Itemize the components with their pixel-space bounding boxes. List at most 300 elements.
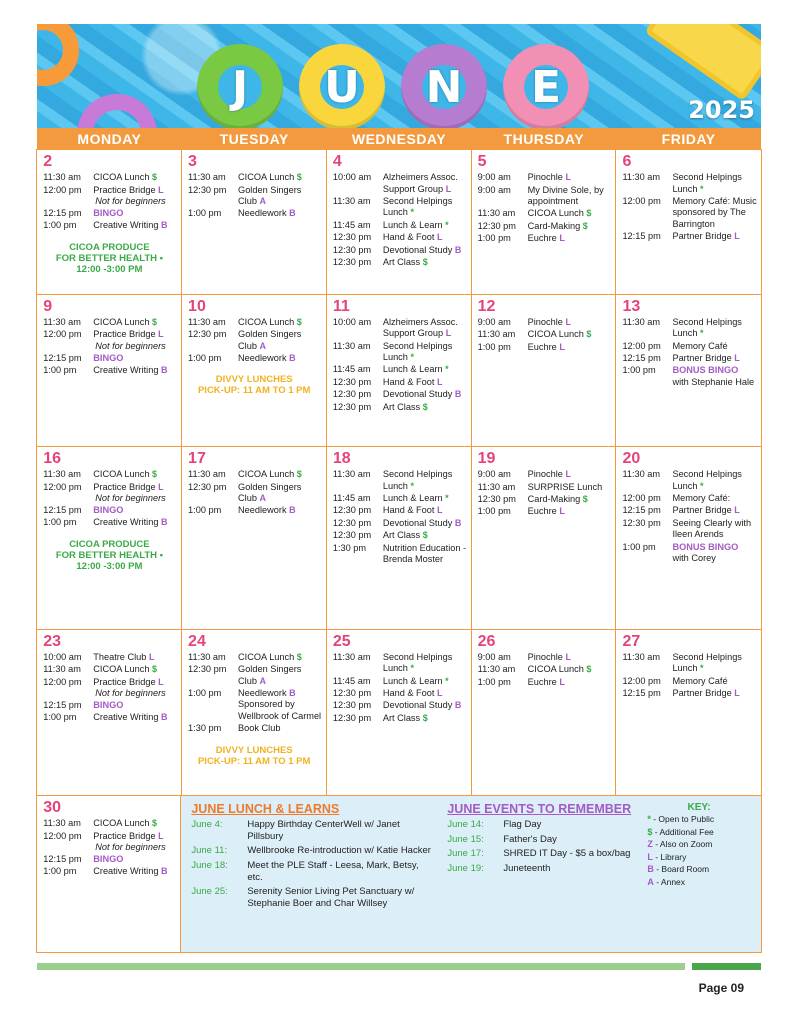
event-name: Devotional Study: [382, 389, 453, 400]
day-number: 10: [188, 297, 206, 315]
legend-marker: B: [289, 352, 296, 363]
event-item: [331, 172, 467, 195]
legend-marker: L: [559, 506, 565, 517]
event-subtitle: with Stephanie Hale: [672, 376, 755, 387]
item-text: Juneteenth: [503, 863, 551, 875]
event-time: 1:30 pm: [188, 723, 222, 734]
event-time: 11:30 am: [188, 651, 226, 662]
legend-marker: $: [647, 826, 653, 837]
event-name: Second Helpings Lunch: [672, 316, 742, 339]
legend-text: - Board Room: [653, 864, 710, 875]
legend-marker: *: [410, 207, 414, 218]
item-text: Serenity Senior Living Pet Sanctuary w/ Stephanie Boer and Char Willsey: [247, 886, 415, 909]
event-time: 12:30 pm: [332, 530, 372, 541]
legend-marker: $: [296, 651, 302, 662]
event-name: CICOA Lunch: [238, 172, 295, 183]
event-subtitle: with Corey: [672, 553, 716, 564]
event-time: 1:00 pm: [43, 220, 77, 231]
event-name: Needlework: [238, 687, 287, 698]
event-name: Euchre: [527, 341, 557, 352]
event-item: [620, 493, 756, 504]
divvy-lunch-notice: [186, 374, 322, 396]
event-time: 11:45 am: [332, 493, 371, 504]
event-item: [331, 402, 467, 413]
event-time: 1:00 pm: [477, 341, 511, 352]
event-note: Not for beginners: [95, 196, 166, 207]
legend-marker: $: [586, 329, 592, 340]
event-name: Card-Making: [527, 494, 581, 505]
day-number: 18: [332, 450, 351, 468]
event-item: [620, 317, 756, 340]
legend-marker: $: [422, 257, 428, 268]
legend-marker: L: [565, 316, 571, 327]
day-cell: [36, 795, 182, 953]
legend-marker: L: [559, 233, 565, 244]
event-time: 12:00 pm: [622, 493, 661, 504]
event-time: 1:00 pm: [477, 506, 511, 517]
week-row: [37, 796, 761, 953]
event-time: 11:30 am: [332, 651, 371, 662]
legend-marker: L: [437, 376, 443, 387]
event-item: [331, 713, 467, 724]
legend-marker: $: [152, 469, 158, 480]
legend-marker: L: [734, 687, 740, 698]
event-name: Practice Bridge: [93, 830, 156, 841]
event-name: Devotional Study: [382, 517, 453, 528]
legend-marker: *: [700, 328, 704, 339]
event-name: Creative Writing: [93, 364, 159, 375]
event-time: 9:00 am: [477, 651, 511, 662]
yellow-pool-float-icon: [645, 24, 761, 101]
event-time: 12:30 pm: [332, 244, 372, 255]
event-item: [331, 196, 467, 219]
event-item: [476, 221, 612, 232]
day-cell: [471, 446, 617, 630]
event-time: 12:15 pm: [43, 352, 82, 363]
event-name: Practice Bridge: [93, 481, 156, 492]
event-time: 12:30 pm: [332, 232, 372, 243]
day-cell: [181, 149, 327, 295]
event-item: [41, 317, 177, 328]
legend-marker: L: [158, 329, 164, 340]
event-time: 1:00 pm: [43, 712, 77, 723]
event-name: CICOA Lunch: [93, 469, 150, 480]
event-time: 1:00 pm: [188, 352, 222, 363]
legend-marker: L: [734, 505, 740, 516]
event-item: [331, 341, 467, 364]
event-name: Memory Café: [672, 675, 728, 686]
legend-marker: L: [158, 830, 164, 841]
event-time: 12:15 pm: [622, 231, 661, 242]
event-name: Partner Bridge: [672, 687, 732, 698]
event-time: 12:15 pm: [43, 505, 82, 516]
list-item: [191, 860, 435, 883]
event-time: 1:00 pm: [43, 517, 77, 528]
event-time: 12:30 pm: [332, 401, 372, 412]
event-name: Second Helpings Lunch: [382, 196, 453, 218]
day-cell: [615, 629, 761, 797]
event-item: [331, 676, 467, 687]
notice-line: PICK-UP: 11 AM TO 1 PM: [197, 385, 311, 397]
event-name: Pinochle: [527, 651, 563, 662]
notice-line: FOR BETTER HEALTH •: [55, 252, 163, 264]
event-item: [331, 389, 467, 400]
legend-marker: B: [161, 712, 168, 723]
day-number: 26: [477, 632, 496, 650]
event-name: Golden Singers Club: [238, 329, 302, 351]
section-title: JUNE EVENTS TO REMEMBER: [447, 802, 632, 817]
legend-marker: A: [259, 675, 267, 686]
legend-marker: B: [454, 517, 462, 528]
event-time: 11:30 am: [43, 172, 81, 183]
event-item: [186, 317, 322, 328]
event-item: [41, 854, 177, 865]
event-time: 12:30 pm: [332, 505, 372, 516]
legend-marker: *: [445, 364, 449, 375]
list-item: [447, 834, 647, 846]
event-name: Needlework: [238, 352, 287, 363]
event-item: [331, 543, 467, 566]
events-section: [447, 802, 647, 946]
legend-marker: L: [437, 505, 443, 516]
event-time: 12:00 pm: [43, 184, 82, 195]
event-item: [331, 317, 467, 340]
event-name: BINGO: [93, 699, 124, 710]
legend-marker: L: [734, 352, 740, 363]
day-number: 20: [622, 450, 641, 468]
legend-marker: *: [700, 480, 704, 491]
legend-text: - Library: [652, 851, 687, 862]
day-cell: [36, 149, 182, 295]
legend-text: - Open to Public: [650, 814, 715, 825]
event-time: 12:30 pm: [332, 376, 372, 387]
event-name: Card-Making: [527, 220, 581, 231]
event-item: [41, 353, 177, 364]
weekday-wednesday: WEDNESDAY: [351, 131, 447, 147]
event-name: CICOA Lunch: [93, 316, 150, 327]
week-row: [37, 447, 761, 630]
legend-marker: *: [700, 183, 704, 194]
event-item: [186, 723, 322, 734]
event-item: [186, 172, 322, 183]
month-letter: J: [218, 65, 262, 109]
event-item: [41, 517, 177, 528]
footer-bar-accent: [692, 963, 761, 970]
event-item: [186, 353, 322, 364]
month-letter-ring-1: [197, 44, 283, 128]
legend-text: - Additional Fee: [652, 826, 714, 837]
event-name: Memory Café: Music sponsored by The Barrington: [672, 196, 757, 229]
month-letter: E: [524, 65, 568, 109]
legend-marker: $: [586, 208, 592, 219]
event-item: [620, 652, 756, 675]
legend-item: [647, 813, 750, 826]
weekday-friday: FRIDAY: [661, 131, 716, 147]
day-number: 11: [332, 297, 350, 315]
event-name: Devotional Study: [382, 700, 453, 711]
event-time: 12:15 pm: [622, 505, 661, 516]
event-time: 11:30 am: [43, 316, 81, 327]
day-cell: [36, 446, 182, 630]
event-time: 11:30 am: [188, 469, 226, 480]
event-name: Art Class: [382, 712, 421, 723]
legend-marker: L: [437, 232, 443, 243]
day-cell: [181, 446, 327, 630]
item-date: June 11:: [191, 845, 228, 857]
event-time: 10:00 am: [332, 316, 372, 327]
event-item: [331, 469, 467, 492]
event-item: [41, 677, 177, 688]
notice-line: DIVVY LUNCHES: [215, 374, 293, 386]
legend-marker: B: [161, 364, 168, 375]
event-name: Creative Writing: [93, 220, 159, 231]
event-name: Creative Writing: [93, 712, 159, 723]
event-name: Golden Singers Club: [238, 184, 302, 207]
event-name: Hand & Foot: [382, 505, 435, 516]
day-number: 4: [332, 153, 342, 171]
event-item: [331, 688, 467, 699]
item-date: June 15:: [447, 833, 484, 845]
event-name: Seeing Clearly with Ileen Arends: [672, 517, 752, 540]
day-cell: [326, 446, 472, 630]
event-item: [331, 377, 467, 388]
event-item: [620, 231, 756, 242]
day-number: 13: [622, 297, 641, 315]
event-item: [476, 329, 612, 340]
event-item: [476, 185, 612, 208]
event-item: [620, 542, 756, 565]
legend-marker: $: [582, 220, 588, 231]
legend-marker: B: [454, 389, 462, 400]
legend-marker: A: [647, 876, 654, 887]
lunch-learns-section: [191, 802, 435, 946]
legend-title: KEY:: [687, 802, 711, 814]
event-name: Needlework: [238, 505, 287, 516]
event-item: [186, 208, 322, 219]
legend-marker: L: [445, 328, 452, 339]
legend-marker: $: [296, 469, 302, 480]
legend-marker: L: [437, 687, 443, 698]
legend-marker: L: [158, 676, 164, 687]
event-time: 1:00 pm: [188, 687, 222, 698]
event-name: Pinochle: [527, 316, 563, 327]
event-note: Not for beginners: [95, 687, 166, 698]
day-number: 3: [188, 153, 197, 171]
legend-marker: *: [410, 663, 414, 674]
event-time: 11:30 am: [622, 469, 661, 480]
page-number: Page 09: [698, 981, 744, 995]
event-time: 1:30 pm: [332, 542, 367, 553]
legend-marker: $: [422, 530, 428, 541]
item-date: June 25:: [191, 886, 228, 898]
event-name: Hand & Foot: [382, 376, 435, 387]
event-name: My Divine Sole, by appointment: [527, 184, 604, 207]
event-name: Golden Singers Club: [238, 664, 302, 686]
event-item: [620, 518, 756, 541]
event-name: Art Class: [382, 530, 421, 541]
event-time: 12:00 pm: [43, 481, 82, 492]
legend-marker: L: [445, 183, 452, 194]
legend-marker: L: [565, 172, 571, 183]
item-text: SHRED IT Day - $5 a box/bag: [503, 848, 631, 860]
purple-float-ring-icon: [77, 94, 157, 128]
event-name: Partner Bridge: [672, 505, 732, 516]
event-item: [186, 329, 322, 352]
event-item: [476, 664, 612, 675]
event-time: 12:30 pm: [477, 220, 516, 231]
month-letter-ring-3: [401, 44, 487, 128]
event-name: Pinochle: [527, 469, 563, 480]
event-time: 12:15 pm: [622, 352, 661, 363]
event-name: BONUS BINGO: [672, 365, 739, 376]
day-cell: [471, 294, 617, 448]
event-item: [476, 652, 612, 663]
day-number: 24: [188, 632, 206, 650]
event-name: Memory Café: [672, 340, 728, 351]
event-item: [41, 712, 177, 723]
event-name: Memory Café:: [672, 493, 731, 504]
event-item: [331, 518, 467, 529]
event-item: [476, 317, 612, 328]
item-text: Meet the PLE Staff - Leesa, Mark, Betsy, etc.: [247, 860, 419, 883]
legend-marker: L: [565, 469, 571, 480]
event-time: 11:30 am: [188, 172, 226, 183]
weekday-header: [37, 128, 761, 150]
event-item: [476, 172, 612, 183]
event-item: [476, 342, 612, 353]
legend-marker: A: [259, 196, 267, 207]
week-row: [37, 295, 761, 448]
event-item: [41, 831, 177, 842]
event-time: 12:30 pm: [188, 664, 227, 675]
month-letter: N: [422, 65, 466, 109]
item-date: June 18:: [191, 860, 228, 872]
event-name: BINGO: [93, 208, 124, 219]
event-item: [620, 172, 756, 195]
event-name: Partner Bridge: [672, 231, 732, 242]
event-item: [331, 652, 467, 675]
event-name: Alzheimers Assoc. Support Group: [382, 316, 458, 339]
legend-item: [647, 851, 750, 864]
event-name: Euchre: [527, 506, 557, 517]
item-text: Happy Birthday CenterWell w/ Janet Pillsbury: [247, 819, 400, 842]
legend-marker: $: [296, 316, 302, 327]
event-time: 12:30 pm: [188, 329, 227, 340]
month-letter-ring-2: [299, 44, 385, 128]
legend-marker: $: [422, 401, 428, 412]
event-name: BONUS BINGO: [672, 541, 739, 552]
list-item: [447, 863, 647, 875]
event-name: Second Helpings Lunch: [382, 651, 453, 674]
legend-marker: L: [158, 481, 164, 492]
event-item: [186, 652, 322, 663]
event-time: 10:00 am: [43, 651, 82, 662]
event-name: Lunch & Learn: [382, 493, 443, 504]
event-time: 11:45 am: [332, 364, 371, 375]
event-item: [476, 482, 612, 493]
day-number: 25: [332, 632, 351, 650]
year-label: 2025: [688, 96, 755, 124]
event-item: [41, 652, 177, 663]
list-item: [447, 819, 647, 831]
event-name: Nutrition Education - Brenda Moster: [382, 542, 467, 565]
event-name: Euchre: [527, 233, 557, 244]
day-number: 5: [477, 153, 487, 171]
day-cell: [326, 149, 472, 295]
event-time: 12:00 pm: [622, 675, 661, 686]
day-cell: [615, 149, 761, 295]
legend-marker: *: [445, 493, 449, 504]
header-banner: [37, 24, 761, 128]
event-name: Second Helpings Lunch: [672, 651, 742, 674]
event-item: [41, 664, 177, 675]
legend-text: - Annex: [653, 876, 686, 887]
legend-marker: *: [410, 351, 414, 362]
legend-marker: B: [161, 220, 168, 231]
event-name: BINGO: [93, 854, 124, 865]
event-item: [331, 530, 467, 541]
legend-marker: L: [734, 231, 740, 242]
event-time: 12:30 pm: [188, 184, 227, 195]
event-item: [186, 505, 322, 516]
event-name: Creative Writing: [93, 517, 159, 528]
event-time: 9:00 am: [477, 316, 511, 327]
legend-marker: B: [289, 505, 296, 516]
event-name: Second Helpings Lunch: [382, 469, 453, 491]
event-name: Art Class: [382, 401, 421, 412]
day-cell: [326, 629, 472, 797]
event-item: [41, 220, 177, 231]
event-time: 11:30 am: [477, 664, 516, 675]
event-name: Second Helpings Lunch: [672, 172, 742, 194]
divvy-lunch-notice: [186, 745, 322, 767]
event-item: [620, 688, 756, 699]
event-time: 11:30 am: [188, 316, 226, 327]
event-time: 11:45 am: [332, 219, 371, 230]
month-letter-ring-4: [503, 44, 589, 128]
event-item: [620, 196, 756, 230]
event-item: [476, 677, 612, 688]
list-item: [191, 819, 435, 842]
event-name: CICOA Lunch: [527, 329, 584, 340]
day-number: 9: [43, 297, 53, 315]
event-item: [476, 494, 612, 505]
event-name: Lunch & Learn: [382, 219, 443, 230]
legend-item: [647, 826, 750, 839]
event-item: [41, 208, 177, 219]
day-number: 12: [477, 297, 496, 315]
legend-marker: L: [559, 676, 565, 687]
legend-marker: L: [158, 184, 164, 195]
day-cell: [36, 294, 182, 448]
event-item: [476, 208, 612, 219]
legend-marker: *: [700, 663, 704, 674]
event-name: Hand & Foot: [382, 687, 435, 698]
legend-marker: B: [289, 208, 296, 219]
day-cell: [471, 629, 617, 797]
legend-marker: $: [582, 494, 588, 505]
event-name: CICOA Lunch: [527, 664, 584, 675]
calendar-grid: [37, 150, 761, 953]
event-item: [620, 353, 756, 364]
event-time: 1:00 pm: [43, 364, 77, 375]
notice-line: CICOA PRODUCE: [69, 538, 150, 550]
event-name: CICOA Lunch: [238, 316, 295, 327]
event-time: 12:00 pm: [43, 676, 82, 687]
day-number: 17: [188, 450, 206, 468]
notice-line: PICK-UP: 11 AM TO 1 PM: [197, 755, 311, 767]
legend-key: [647, 802, 750, 946]
